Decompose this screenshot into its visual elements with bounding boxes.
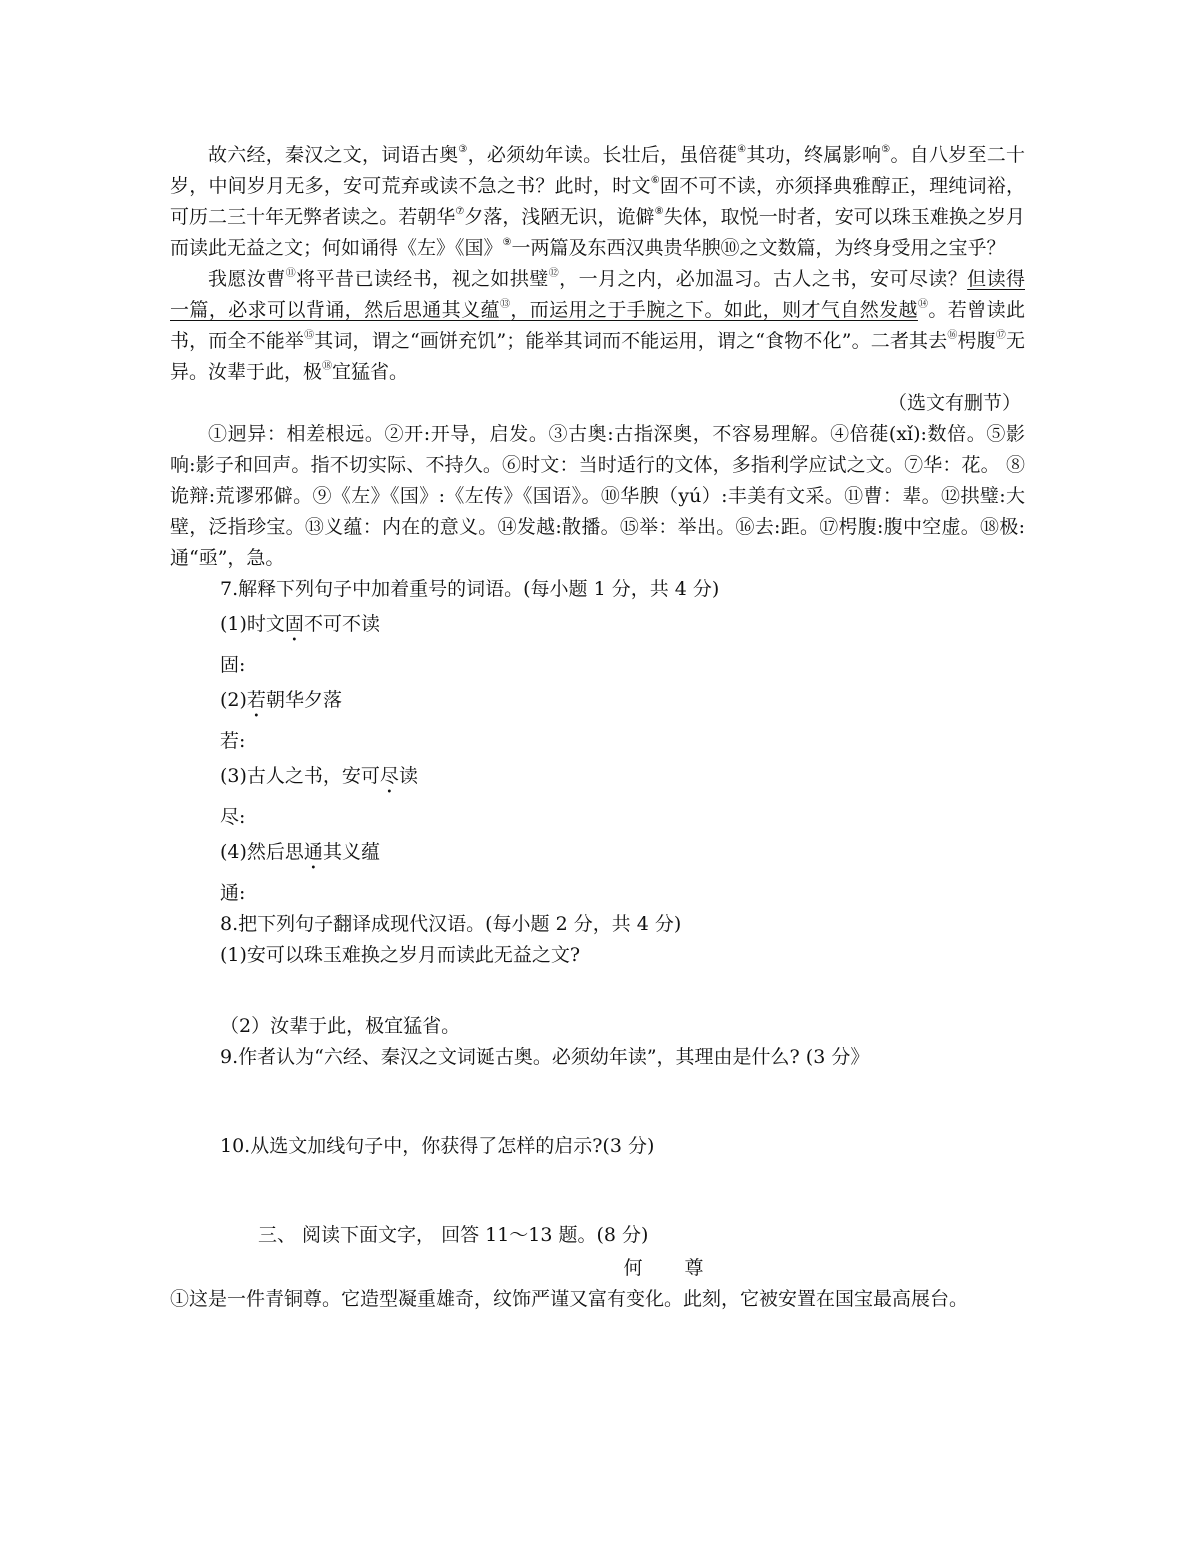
question-7-item-3: (3)古人之书，安可尽读	[220, 765, 418, 787]
question-7-item-1: (1)时文固不可不读	[220, 613, 380, 635]
exam-page	[170, 140, 1025, 1315]
annotations: ①迥异：相差根远。②开:开导，启发。③古奥:古指深奥，不容易理解。④倍蓰(xǐ):数倍。⑤影响:影子和回声。指不切实际、不持久。⑥时文：当时适行的文体，多指利学应试之文。⑦华：花。 ⑧诡辩:荒谬邪僻。⑨《左》《国》:《左传》《国语》。⑩华腴（yú）:丰美有文采。⑪曹：辈。⑫拱璧:大壁，泛指珍宝。⑬义蕴：内在的意义。⑭发越:散播。⑮举：举出。⑯去:距。⑰枵腹:腹中空虚。⑱极:通“亟”，急。	[170, 423, 1025, 569]
underlined-sentence: 但读得一篇，必求可以背诵，然后思通其义蕴⑬，而运用之于手腕之下。如此，则才气自然发越	[170, 268, 1025, 321]
question-7-item-2: (2)若朝华夕落	[220, 689, 342, 711]
question-7-answer-2[interactable]: 若:	[220, 730, 246, 752]
question-7-answer-3[interactable]: 尽:	[220, 806, 246, 828]
question-9: 9.作者认为“六经、秦汉之文词诞古奥。必须幼年读”，其理由是什么? (3 分》	[220, 1046, 870, 1068]
answer-space[interactable]	[170, 1073, 1025, 1131]
article-title: 何 尊	[623, 1257, 722, 1279]
answer-space[interactable]	[170, 1162, 1025, 1220]
question-8-stem: 8.把下列句子翻译成现代汉语。(每小题 2 分，共 4 分)	[220, 913, 682, 935]
passage-paragraph-1: 故六经，秦汉之文，词语古奥③，必须幼年读。长壮后，虽倍蓰④其功，终属影响⑤。自八岁至二十岁，中间岁月无多，安可荒弃或读不急之书？此时，时文⑥固不可不读，亦须择典雅醇正，理纯词裕，可历二三十年无弊者读之。若朝华⑦夕落，浅陋无识，诡僻⑧失体，取悦一时者，安可以珠玉难换之岁月而读此无益之文；何如诵得《左》《国》⑨一两篇及东西汉典贵华腴⑩之文数篇，为终身受用之宝乎？	[170, 144, 1025, 259]
section-3-heading: 三、 阅读下面文字， 回答 11～13 题。(8 分)	[258, 1224, 649, 1246]
question-7-item-4: (4)然后思通其义蕴	[220, 841, 380, 863]
source-note: （选文有删节）	[887, 392, 1021, 414]
question-10: 10.从选文加线句子中，你获得了怎样的启示?(3 分)	[220, 1135, 655, 1157]
question-8-item-1: (1)安可以珠玉难换之岁月而读此无益之文?	[220, 944, 581, 966]
question-7-answer-1[interactable]: 固:	[220, 654, 246, 676]
question-7-answer-4[interactable]: 通:	[220, 882, 246, 904]
article-paragraph-1: ①这是一件青铜尊。它造型凝重雄奇，纹饰严谨又富有变化。此刻，它被安置在国宝最高展台。	[170, 1288, 969, 1310]
passage-paragraph-2: 我愿汝曹⑪将平昔已读经书，视之如拱璧⑫，一月之内，必加温习。古人之书，安可尽读？但读得一篇，必求可以背诵，然后思通其义蕴⑬，而运用之于手腕之下。如此，则才气自然发越⑭。若曾读此书，而全不能举⑮其词，谓之“画饼充饥”；能举其词而不能运用，谓之“食物不化”。二者其去⑯枵腹⑰无异。汝辈于此，极⑱宜猛省。	[170, 268, 1025, 383]
question-8-item-2: （2）汝辈于此，极宜猛省。	[220, 1015, 461, 1037]
question-7-stem: 7.解释下列句子中加着重号的词语。(每小题 1 分，共 4 分)	[220, 578, 720, 600]
answer-space[interactable]	[170, 971, 1025, 1011]
